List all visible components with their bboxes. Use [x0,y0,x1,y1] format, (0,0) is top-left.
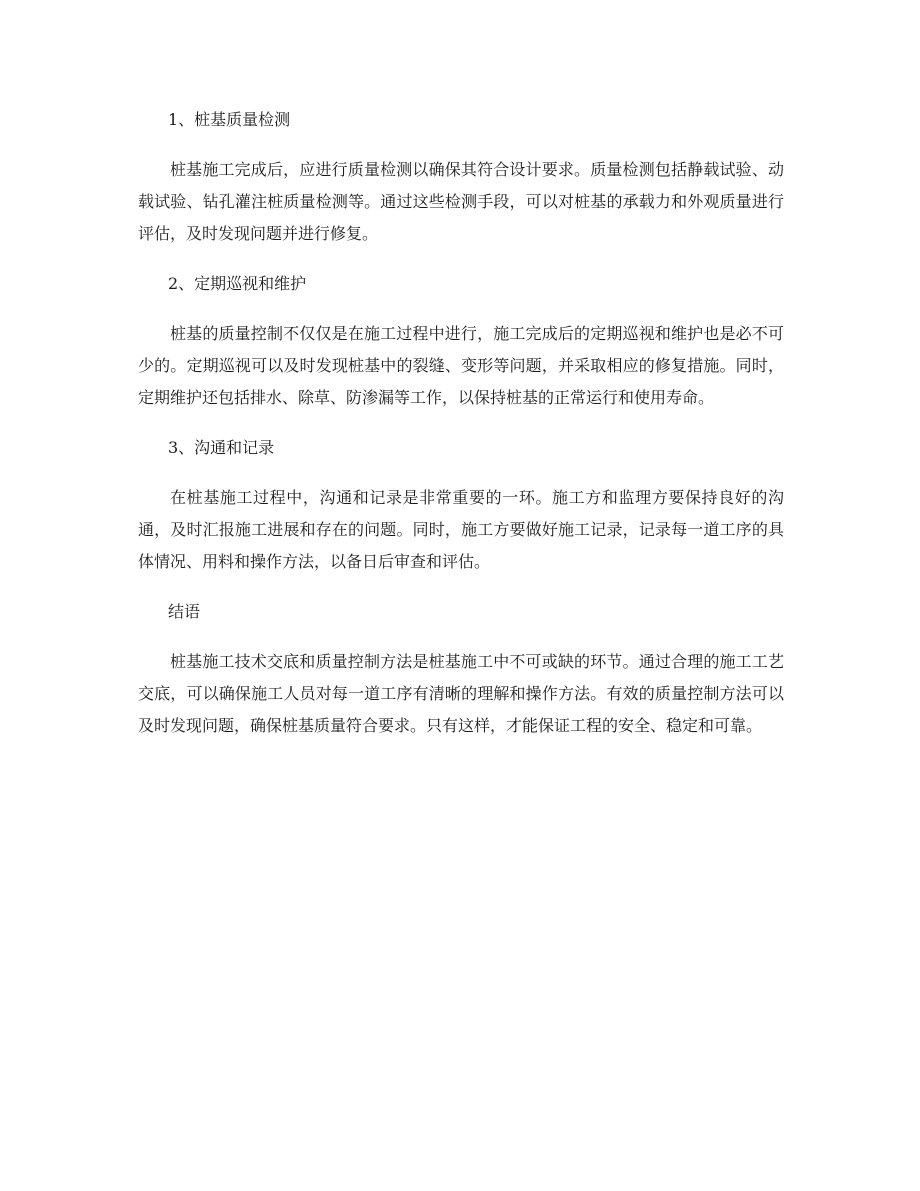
section-heading-conclusion: 结语 [168,602,201,621]
section-paragraph-conclusion: 桩基施工技术交底和质量控制方法是桩基施工中不可或缺的环节。通过合理的施工工艺交底，可以确保施工人员对每一道工序有清晰的理解和操作方法。有效的质量控制方法可以及时发现问题，确保桩基质量符合要求。只有这样，才能保证工程的安全、稳定和可靠。 [138,652,784,735]
section-paragraph-communication-records: 在桩基施工过程中，沟通和记录是非常重要的一环。施工方和监理方要保持良好的沟通，及时汇报施工进展和存在的问题。同时，施工方要做好施工记录，记录每一道工序的具体情况、用料和操作方法，以备日后审查和评估。 [138,488,784,571]
document-body [138,104,784,760]
section-paragraph-inspection-maintenance: 桩基的质量控制不仅仅是在施工过程中进行，施工完成后的定期巡视和维护也是必不可少的。定期巡视可以及时发现桩基中的裂缝、变形等问题，并采取相应的修复措施。同时，定期维护还包括排水、除草、防渗漏等工作，以保持桩基的正常运行和使用寿命。 [138,324,784,407]
section-heading-inspection-maintenance: 2、定期巡视和维护 [168,274,307,293]
section-heading-quality-testing: 1、桩基质量检测 [168,110,291,129]
section-paragraph-quality-testing: 桩基施工完成后，应进行质量检测以确保其符合设计要求。质量检测包括静载试验、动载试验、钻孔灌注桩质量检测等。通过这些检测手段，可以对桩基的承载力和外观质量进行评估，及时发现问题并进行修复。 [138,160,784,243]
section-heading-communication-records: 3、沟通和记录 [168,438,275,457]
